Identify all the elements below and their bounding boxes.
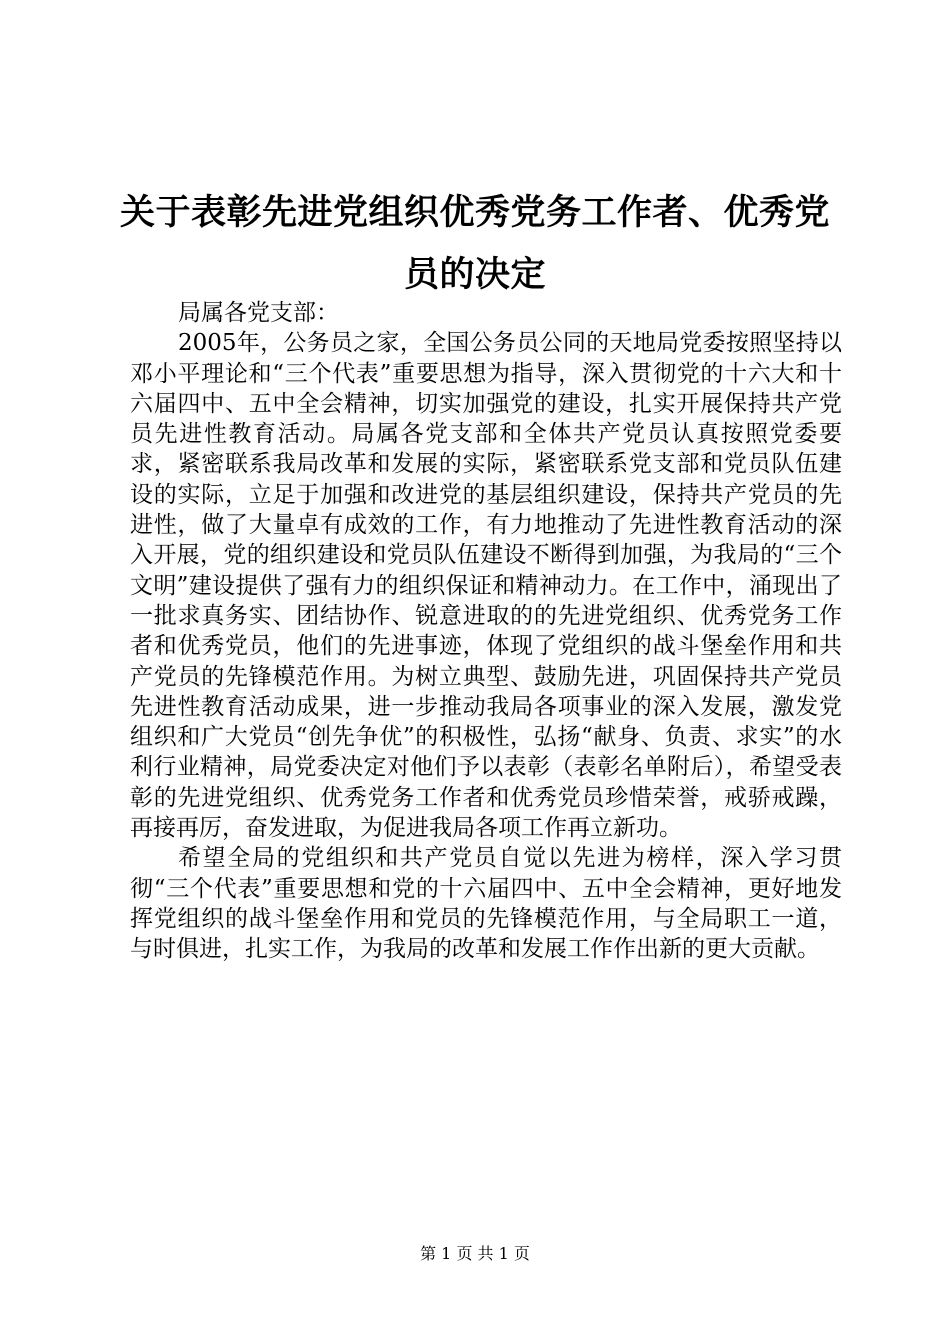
title-line-1: 关于表彰先进党组织优秀党务工作者、优秀党 [120,192,831,233]
document-title [120,182,830,306]
paragraph-2: 希望全局的党组织和共产党员自觉以先进为榜样，深入学习贯彻“三个代表”重要思想和党的十六届四中、五中全会精神，更好地发挥党组织的战斗堡垒作用和党员的先锋模范作用，与全局职工一道，与时俱进，扎实工作，为我局的改革和发展工作作出新的更大贡献。 [130,845,842,963]
paragraph-1: 2005年，公务员之家，全国公务员公同的天地局党委按照坚持以邓小平理论和“三个代表”重要思想为指导，深入贯彻党的十六大和十六届四中、五中全会精神，切实加强党的建设，扎实开展保持共产党员先进性教育活动。局属各党支部和全体共产党员认真按照党委要求，紧密联系我局改革和发展的实际，紧密联系党支部和党员队伍建设的实际，立足于加强和改进党的基层组织建设，保持共产党员的先进性，做了大量卓有成效的工作，有力地推动了先进性教育活动的深入开展，党的组织建设和党员队伍建设不断得到加强，为我局的“三个文明”建设提供了强有力的组织保证和精神动力。在工作中，涌现出了一批求真务实、团结协作、锐意进取的的先进党组织、优秀党务工作者和优秀党员，他们的先进事迹，体现了党组织的战斗堡垒作用和共产党员的先锋模范作用。为树立典型、鼓励先进，巩固保持共产党员先进性教育活动成果，进一步推动我局各项事业的深入发展，激发党组织和广大党员“创先争优”的积极性，弘扬“献身、负责、求实”的水利行业精神，局党委决定对他们予以表彰（表彰名单附后），希望受表彰的先进党组织、优秀党务工作者和优秀党员珍惜荣誉，戒骄戒躁，再接再厉，奋发进取，为促进我局各项工作再立新功。 [130,330,842,842]
page-footer [0,1243,950,1265]
title-line-2: 员的决定 [403,254,546,295]
document-body [130,298,842,965]
page-number: 第 1 页 共 1 页 [420,1244,530,1263]
salutation: 局属各党支部： [178,300,339,326]
